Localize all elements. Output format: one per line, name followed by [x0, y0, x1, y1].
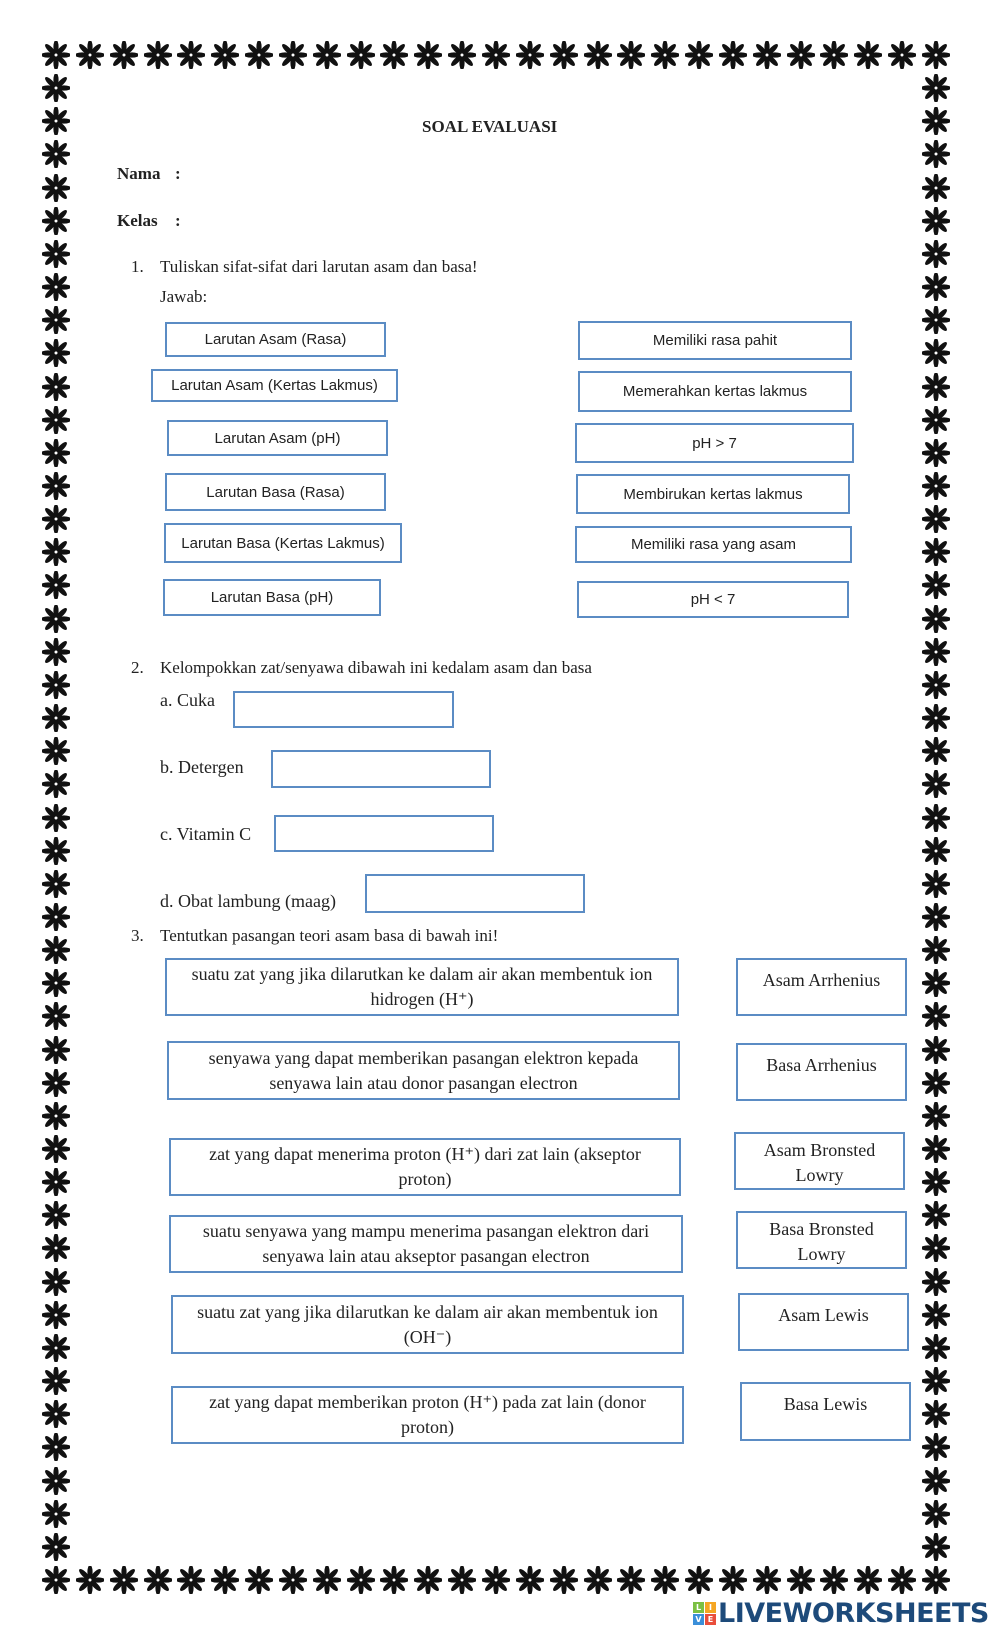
star-border-icon	[922, 704, 950, 732]
star-border-icon	[42, 1002, 70, 1030]
star-border-icon	[922, 1301, 950, 1329]
star-border-icon	[42, 605, 70, 633]
star-border-icon	[922, 1433, 950, 1461]
q3-definition[interactable]: zat yang dapat memberikan proton (H⁺) pada zat lain (donor proton)	[171, 1386, 684, 1444]
star-border-icon	[922, 439, 950, 467]
star-border-icon	[922, 770, 950, 798]
star-border-icon	[922, 207, 950, 235]
star-border-icon	[922, 969, 950, 997]
star-border-icon	[617, 1566, 645, 1594]
star-border-icon	[482, 41, 510, 69]
star-border-icon	[922, 472, 950, 500]
star-border-icon	[888, 41, 916, 69]
star-border-icon	[42, 273, 70, 301]
logo-tile: V	[693, 1614, 704, 1625]
star-border-icon	[42, 505, 70, 533]
star-border-icon	[42, 804, 70, 832]
star-border-icon	[922, 538, 950, 566]
star-border-icon	[42, 770, 70, 798]
star-border-icon	[922, 339, 950, 367]
star-border-icon	[42, 737, 70, 765]
star-border-icon	[922, 74, 950, 102]
logo-tiles-icon	[693, 1602, 716, 1625]
star-border-icon	[685, 1566, 713, 1594]
q3-number: 3.	[131, 926, 144, 945]
star-border-icon	[42, 638, 70, 666]
star-border-icon	[42, 704, 70, 732]
star-border-icon	[42, 140, 70, 168]
star-border-icon	[110, 41, 138, 69]
star-border-icon	[854, 1566, 882, 1594]
star-border-icon	[922, 571, 950, 599]
star-border-icon	[279, 1566, 307, 1594]
q3-theory[interactable]: Asam Bronsted Lowry	[734, 1132, 905, 1190]
q1-left-item[interactable]: Larutan Asam (Kertas Lakmus)	[151, 369, 398, 402]
star-border-icon	[42, 671, 70, 699]
star-border-icon	[42, 1301, 70, 1329]
star-border-icon	[651, 41, 679, 69]
star-border-icon	[313, 1566, 341, 1594]
logo-tile: I	[705, 1602, 716, 1613]
star-border-icon	[42, 1135, 70, 1163]
q3-theory[interactable]: Basa Lewis	[740, 1382, 911, 1441]
star-border-icon	[922, 41, 950, 69]
star-border-icon	[922, 1400, 950, 1428]
star-border-icon	[922, 240, 950, 268]
q3-definition[interactable]: zat yang dapat menerima proton (H⁺) dari zat lain (akseptor proton)	[169, 1138, 681, 1196]
star-border-icon	[922, 1334, 950, 1362]
star-border-icon	[42, 406, 70, 434]
star-border-icon	[211, 1566, 239, 1594]
q3-definition[interactable]: suatu zat yang jika dilarutkan ke dalam air akan membentuk ion (OH⁻)	[171, 1295, 684, 1354]
star-border-icon	[42, 1234, 70, 1262]
star-border-icon	[144, 41, 172, 69]
q2-text: Kelompokkan zat/senyawa dibawah ini kedalam asam dan basa	[160, 658, 592, 677]
star-border-icon	[719, 41, 747, 69]
star-border-icon	[42, 107, 70, 135]
star-border-icon	[42, 339, 70, 367]
star-border-icon	[584, 1566, 612, 1594]
star-border-icon	[820, 1566, 848, 1594]
nama-label: Nama	[117, 164, 161, 183]
star-border-icon	[42, 472, 70, 500]
star-border-icon	[922, 870, 950, 898]
star-border-icon	[922, 1002, 950, 1030]
q1-right-item[interactable]: Memiliki rasa yang asam	[575, 526, 852, 563]
q2-answer-input[interactable]	[274, 815, 494, 852]
star-border-icon	[922, 605, 950, 633]
star-border-icon	[922, 1367, 950, 1395]
star-border-icon	[787, 1566, 815, 1594]
q1-right-item[interactable]: Memerahkan kertas lakmus	[578, 371, 852, 412]
star-border-icon	[516, 41, 544, 69]
star-border-icon	[42, 74, 70, 102]
q3-definition[interactable]: suatu senyawa yang mampu menerima pasangan elektron dari senyawa lain atau akseptor pasangan electron	[169, 1215, 683, 1273]
q2-number: 2.	[131, 658, 144, 677]
star-border-icon	[76, 41, 104, 69]
star-border-icon	[685, 41, 713, 69]
q3-theory[interactable]: Asam Lewis	[738, 1293, 909, 1351]
star-border-icon	[42, 439, 70, 467]
star-border-icon	[922, 1102, 950, 1130]
star-border-icon	[922, 174, 950, 202]
star-border-icon	[414, 1566, 442, 1594]
star-border-icon	[42, 837, 70, 865]
star-border-icon	[922, 837, 950, 865]
q1-right-item[interactable]: Membirukan kertas lakmus	[576, 474, 850, 514]
q1-left-item[interactable]: Larutan Basa (Rasa)	[165, 473, 386, 511]
star-border-icon	[753, 1566, 781, 1594]
star-border-icon	[888, 1566, 916, 1594]
star-border-icon	[42, 1500, 70, 1528]
star-border-icon	[922, 1168, 950, 1196]
star-border-icon	[922, 273, 950, 301]
q2-item-label: a. Cuka	[160, 690, 215, 710]
star-border-icon	[651, 1566, 679, 1594]
q3-theory[interactable]: Basa Bronsted Lowry	[736, 1211, 907, 1269]
star-border-icon	[144, 1566, 172, 1594]
star-border-icon	[482, 1566, 510, 1594]
star-border-icon	[42, 306, 70, 334]
star-border-icon	[42, 870, 70, 898]
star-border-icon	[42, 1069, 70, 1097]
star-border-icon	[76, 1566, 104, 1594]
logo-tile: E	[705, 1614, 716, 1625]
star-border-icon	[42, 1102, 70, 1130]
star-border-icon	[42, 903, 70, 931]
page-title: SOAL EVALUASI	[422, 117, 558, 136]
q2-answer-input[interactable]	[233, 691, 454, 728]
star-border-icon	[448, 1566, 476, 1594]
star-border-icon	[42, 969, 70, 997]
star-border-icon	[42, 240, 70, 268]
star-border-icon	[922, 1201, 950, 1229]
star-border-icon	[42, 1367, 70, 1395]
q2-answer-input[interactable]	[271, 750, 491, 788]
star-border-icon	[922, 140, 950, 168]
kelas-label: Kelas	[117, 211, 158, 230]
star-border-icon	[922, 1533, 950, 1561]
star-border-icon	[584, 41, 612, 69]
star-border-icon	[719, 1566, 747, 1594]
star-border-icon	[922, 505, 950, 533]
q3-definition[interactable]: suatu zat yang jika dilarutkan ke dalam air akan membentuk ion hidrogen (H⁺)	[165, 958, 679, 1016]
star-border-icon	[922, 804, 950, 832]
kelas-colon: :	[175, 211, 181, 230]
star-border-icon	[110, 1566, 138, 1594]
star-border-icon	[42, 1467, 70, 1495]
star-border-icon	[922, 1500, 950, 1528]
star-border-icon	[42, 1533, 70, 1561]
star-border-icon	[42, 1168, 70, 1196]
q2-answer-input[interactable]	[365, 874, 585, 913]
star-border-icon	[380, 41, 408, 69]
q1-right-item[interactable]: pH < 7	[577, 581, 849, 618]
q1-jawab: Jawab:	[160, 287, 208, 306]
star-border-icon	[42, 1268, 70, 1296]
star-border-icon	[550, 41, 578, 69]
logo-tile: L	[693, 1602, 704, 1613]
star-border-icon	[211, 41, 239, 69]
star-border-icon	[42, 936, 70, 964]
star-border-icon	[42, 1433, 70, 1461]
star-border-icon	[42, 174, 70, 202]
star-border-icon	[922, 1268, 950, 1296]
star-border-icon	[922, 1234, 950, 1262]
star-border-icon	[922, 406, 950, 434]
star-border-icon	[42, 571, 70, 599]
star-border-icon	[922, 737, 950, 765]
star-border-icon	[414, 41, 442, 69]
star-border-icon	[42, 1201, 70, 1229]
q1-left-item[interactable]: Larutan Basa (pH)	[163, 579, 381, 616]
star-border-icon	[177, 41, 205, 69]
star-border-icon	[516, 1566, 544, 1594]
star-border-icon	[347, 1566, 375, 1594]
star-border-icon	[922, 903, 950, 931]
q1-left-item[interactable]: Larutan Asam (Rasa)	[165, 322, 386, 357]
star-border-icon	[922, 1135, 950, 1163]
q2-item-label: b. Detergen	[160, 757, 244, 777]
star-border-icon	[922, 373, 950, 401]
star-border-icon	[922, 936, 950, 964]
q1-right-item[interactable]: pH > 7	[575, 423, 854, 463]
star-border-icon	[550, 1566, 578, 1594]
star-border-icon	[245, 1566, 273, 1594]
star-border-icon	[753, 41, 781, 69]
star-border-icon	[279, 41, 307, 69]
star-border-icon	[922, 1069, 950, 1097]
star-border-icon	[347, 41, 375, 69]
star-border-icon	[42, 1036, 70, 1064]
star-border-icon	[922, 638, 950, 666]
star-border-icon	[313, 41, 341, 69]
star-border-icon	[177, 1566, 205, 1594]
star-border-icon	[42, 1566, 70, 1594]
star-border-icon	[42, 1400, 70, 1428]
star-border-icon	[617, 41, 645, 69]
q3-definition[interactable]: senyawa yang dapat memberikan pasangan elektron kepada senyawa lain atau donor pasangan electron	[167, 1041, 680, 1100]
star-border-icon	[922, 1467, 950, 1495]
logo-text: LIVEWORKSHEETS	[718, 1598, 989, 1629]
q3-theory[interactable]: Basa Arrhenius	[736, 1043, 907, 1101]
star-border-icon	[854, 41, 882, 69]
star-border-icon	[245, 41, 273, 69]
q2-item-label: c. Vitamin C	[160, 824, 252, 844]
q1-right-item[interactable]: Memiliki rasa pahit	[578, 321, 852, 360]
liveworksheets-logo	[693, 1598, 989, 1629]
q1-left-item[interactable]: Larutan Basa (Kertas Lakmus)	[164, 523, 402, 563]
star-border-icon	[922, 1566, 950, 1594]
star-border-icon	[42, 207, 70, 235]
q1-left-item[interactable]: Larutan Asam (pH)	[167, 420, 388, 456]
q3-theory[interactable]: Asam Arrhenius	[736, 958, 907, 1016]
q2-item-label: d. Obat lambung (maag)	[160, 891, 336, 911]
star-border-icon	[448, 41, 476, 69]
q1-text: Tuliskan sifat-sifat dari larutan asam dan basa!	[160, 257, 478, 276]
star-border-icon	[42, 41, 70, 69]
star-border-icon	[42, 538, 70, 566]
star-border-icon	[42, 1334, 70, 1362]
q1-number: 1.	[131, 257, 144, 276]
star-border-icon	[922, 671, 950, 699]
star-border-icon	[380, 1566, 408, 1594]
star-border-icon	[922, 306, 950, 334]
star-border-icon	[922, 1036, 950, 1064]
q3-text: Tentutkan pasangan teori asam basa di bawah ini!	[160, 926, 499, 945]
star-border-icon	[787, 41, 815, 69]
star-border-icon	[922, 107, 950, 135]
nama-colon: :	[175, 164, 181, 183]
star-border-icon	[42, 373, 70, 401]
star-border-icon	[820, 41, 848, 69]
